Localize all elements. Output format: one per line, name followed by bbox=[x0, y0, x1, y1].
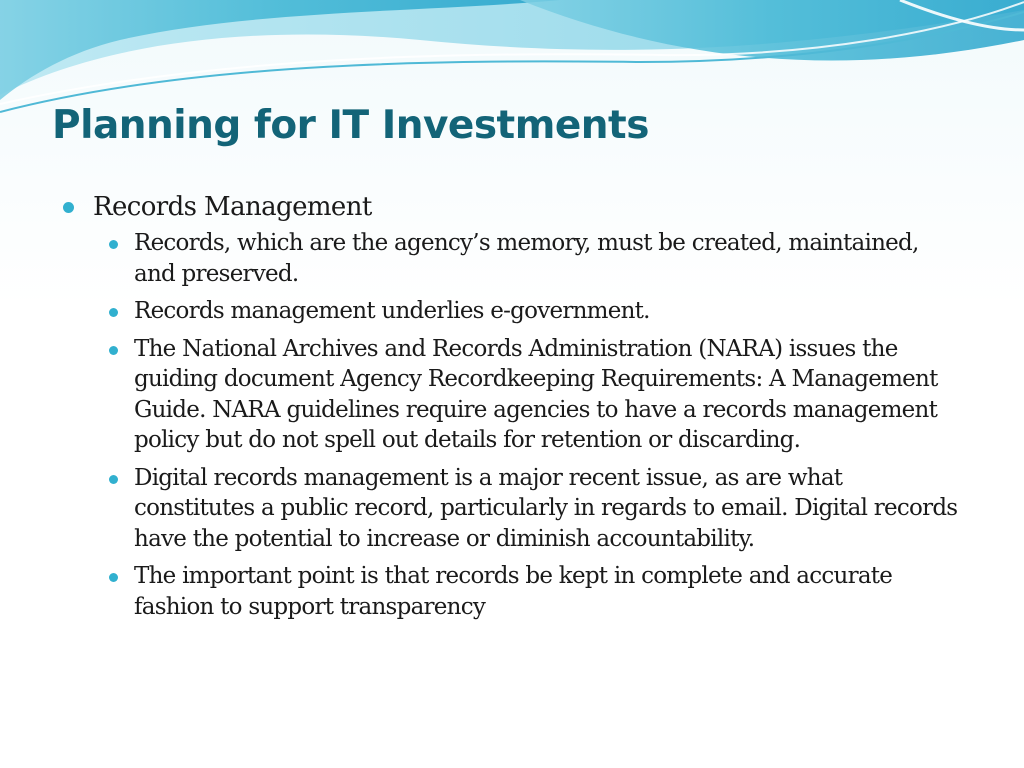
sub-bullet-item bbox=[60, 463, 960, 555]
bullet-dot-icon bbox=[63, 202, 74, 213]
bullet-level1 bbox=[60, 190, 960, 224]
sub-bullet-item bbox=[60, 334, 960, 456]
sub-bullet-text: Records, which are the agency’s memory, must be created, maintained, and preserved. bbox=[134, 230, 919, 287]
slide-content bbox=[60, 190, 960, 629]
bullet-dot-icon bbox=[109, 346, 118, 355]
sub-bullet-item bbox=[60, 228, 960, 289]
bullet-dot-icon bbox=[109, 475, 118, 484]
slide-title: Planning for IT Investments bbox=[52, 103, 649, 148]
bullet-dot-icon bbox=[109, 240, 118, 249]
sub-bullet-text: The important point is that records be kept in complete and accurate fashion to support transparency bbox=[134, 563, 893, 620]
bullet-dot-icon bbox=[109, 573, 118, 582]
sub-bullet-text: The National Archives and Records Administration (NARA) issues the guiding document Agency Recordkeeping Requirements: A Management Guide. NARA guidelines require agencies to have a records management policy but do not spell out details for retention or discarding. bbox=[134, 335, 938, 453]
bullet-dot-icon bbox=[109, 308, 118, 317]
sub-bullet-item bbox=[60, 296, 960, 327]
sub-bullet-item bbox=[60, 561, 960, 622]
sub-bullet-list bbox=[60, 228, 960, 622]
bullet-level1-text: Records Management bbox=[93, 192, 372, 222]
sub-bullet-text: Records management underlies e-government. bbox=[134, 298, 650, 324]
sub-bullet-text: Digital records management is a major recent issue, as are what constitutes a public record, particularly in regards to email. Digital records have the potential to increase or diminish accountability. bbox=[134, 464, 958, 552]
